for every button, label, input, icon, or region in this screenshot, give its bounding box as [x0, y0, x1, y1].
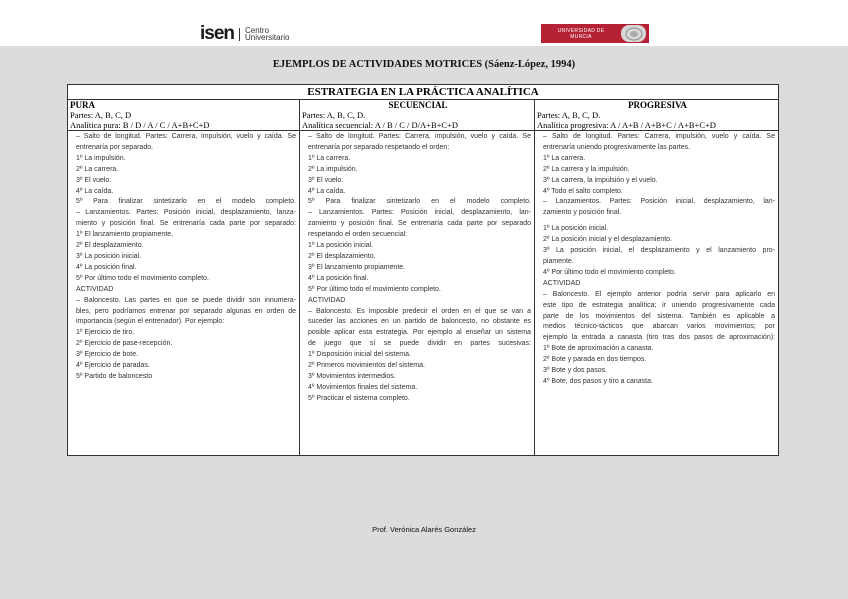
- body-line: entrenaría por separado respetando el orden:: [308, 143, 450, 151]
- body-line: 5º Para finalizar sintetizarlo en el modelo completo.: [308, 198, 531, 206]
- body-line: 3º Movimientos intermedios.: [308, 372, 396, 380]
- body-line: 3º La posición inicial, el desplazamiento y el lanzamiento pro-: [543, 247, 775, 255]
- body-line: 3º El vuelo.: [308, 176, 344, 184]
- body-line: 2º Primeros movimientos del sistema.: [308, 362, 425, 370]
- body-line: 4º La posición final.: [76, 263, 137, 271]
- body-line: 1º La posición inicial.: [308, 242, 374, 250]
- page-header: [0, 0, 848, 46]
- body-line: – Lanzamientos. Partes: Posición inicial, desplazamiento, lan-: [308, 209, 531, 217]
- body-line: 4º Movimientos finales del sistema.: [308, 383, 418, 391]
- footer-author: Prof. Verónica Alarés González: [372, 525, 476, 534]
- body-line: ACTIVIDAD: [308, 296, 346, 304]
- body-line: parte de los movimientos del sistema. También es aplicable a: [543, 312, 775, 320]
- column-progresiva: [535, 100, 778, 456]
- university-logo-line2: MURCIA: [570, 33, 592, 40]
- body-line: ejemplo la entrada a canasta (tiro tras dos pasos de aproximación):: [543, 334, 775, 342]
- body-line: entrenaría uniendo progresivamente las partes.: [543, 143, 691, 151]
- body-line: 1º La posición inicial.: [543, 225, 609, 233]
- body-line: de juego que sí se puede dividir en partes sucesivas:: [308, 340, 531, 348]
- body-line: 4º Todo el salto completo.: [543, 187, 623, 195]
- body-line: 1º La impulsión.: [76, 154, 126, 162]
- body-line: bles, pero podríamos entrenar por separado algunas en orden de: [76, 307, 296, 315]
- body-line: 2º La carrera.: [76, 165, 119, 173]
- body-line: 2º El desplazamiento.: [76, 242, 144, 250]
- body-line: 3º El lanzamiento propiamente.: [308, 263, 406, 271]
- isen-logo-subtitle: [245, 27, 289, 41]
- column-title: PURA: [70, 100, 95, 110]
- body-line: 2º El desplazamiento.: [308, 252, 376, 260]
- body-line: ACTIVIDAD: [76, 285, 114, 293]
- body-line: 3º La posición inicial.: [76, 252, 142, 260]
- body-line: 2º Ejercicio de pase-recepción.: [76, 340, 173, 348]
- body-line: zamiento y posición final. Se entrenaría cada parte por separado: [308, 220, 531, 228]
- column-parts: Partes: A, B, C, D: [70, 110, 132, 120]
- body-line: 2º La carrera y la impulsión.: [543, 165, 630, 173]
- column-parts: Partes: A, B, C, D.: [537, 110, 601, 120]
- body-line: medios técnico-tácticos que abarcan varios movimientos; por: [543, 323, 775, 331]
- body-line: este tipo de estrategia analítica; ir uniendo progresivamente cada: [543, 301, 775, 309]
- column-body: [535, 131, 778, 388]
- body-line: 5º Para finalizar sintetizarlo en el modelo completo.: [76, 198, 296, 206]
- body-line: 1º Ejercicio de tiro.: [76, 329, 135, 337]
- body-line: – Lanzamientos. Partes: Posición inicial, desplazamiento, lan-: [543, 198, 775, 206]
- body-line: 4º La caída.: [76, 187, 114, 195]
- body-line: 5º Practicar el sistema completo.: [308, 394, 410, 402]
- body-line: 4º Por último todo el movimiento completo.: [543, 268, 676, 276]
- isen-logo: [200, 24, 290, 44]
- body-line: – Baloncesto. Las partes en que se puede dividir son innumera-: [76, 296, 296, 304]
- body-line: 4º La posición final.: [308, 274, 369, 282]
- logo-separator: [239, 28, 240, 41]
- university-logo: [541, 24, 649, 43]
- body-line: 5º Por último todo el movimiento completo.: [76, 274, 209, 282]
- strategy-table: [67, 84, 779, 456]
- body-line: 3º El vuelo.: [76, 176, 112, 184]
- university-logo-text: [541, 28, 621, 40]
- column-parts: Partes: A, B, C, D.: [302, 110, 366, 120]
- body-line: 1º La carrera.: [308, 154, 351, 162]
- isen-logo-sub-line2: Universitario: [245, 33, 290, 42]
- body-line: 3º Ejercicio de bote.: [76, 351, 139, 359]
- column-pura: [68, 100, 300, 456]
- body-line: 1º Bote de aproximación a canasta.: [543, 345, 654, 353]
- column-analytic-formula: Analítica pura: B / D / A / C / A+B+C+D: [68, 120, 299, 131]
- column-body: [68, 131, 299, 383]
- university-logo-line1: UNIVERSIDAD DE: [557, 27, 605, 34]
- body-line: 2º Bote y parada en dos tiempos.: [543, 356, 647, 364]
- body-line: 4º Ejercicio de paradas.: [76, 362, 150, 370]
- isen-logo-sub-line1: Centro: [245, 26, 270, 35]
- column-analytic-formula: Analítica progresiva: A / A+B / A+B+C / A+B+C+D: [535, 120, 778, 131]
- body-line: entrenaría por separado.: [76, 143, 154, 151]
- body-line: – Baloncesto. El ejemplo anterior podría servir para aplicarlo en: [543, 290, 775, 298]
- body-line: ACTIVIDAD: [543, 279, 581, 287]
- body-line: posible aplicar esta estrategia. Por ejemplo al enseñar un sistema: [308, 329, 531, 337]
- body-line: – Salto de longitud. Partes: Carrera, impulsión, vuelo y caída. Se: [543, 133, 775, 140]
- table-columns: [68, 100, 778, 456]
- isen-logo-brand: isen: [200, 23, 235, 44]
- body-line: 3º La carrera, la impulsión y el vuelo.: [543, 176, 658, 184]
- column-analytic-formula: Analítica secuencial: A / B / C / D/A+B+C+D: [300, 120, 534, 131]
- body-line: 5º Por último todo el movimiento completo.: [308, 285, 441, 293]
- body-line: – Salto de longitud. Partes: Carrera, impulsión, vuelo y caída. Se: [308, 133, 531, 140]
- body-line: – Baloncesto. Es imposible predecir el orden en el que se van a: [308, 307, 531, 315]
- body-line: 1º La carrera.: [543, 154, 586, 162]
- body-line: 4º Bote, dos pasos y tiro a canasta.: [543, 377, 653, 385]
- body-line: 5º Partido de baloncesto: [76, 372, 153, 380]
- body-line: miento y posición final. Se entrenaría cada parte por separado:: [76, 220, 296, 228]
- body-line: respetando el orden secuencial:: [308, 231, 408, 239]
- university-seal-icon: [621, 25, 646, 42]
- body-line: piamente.: [543, 257, 574, 265]
- body-line: suceder las acciones en un partido de baloncesto, no obstante es: [308, 318, 531, 326]
- column-secuencial: [300, 100, 535, 456]
- body-line: 3º Bote y dos pasos.: [543, 367, 608, 375]
- body-line: importancia (según el entrenador). Por ejemplo:: [76, 318, 225, 326]
- body-line: – Lanzamientos. Partes: Posición inicial, desplazamiento, lanza-: [76, 209, 296, 217]
- body-line: 4º La caída.: [308, 187, 346, 195]
- body-line: 1º El lanzamiento propiamente,: [76, 231, 174, 239]
- body-line: 2º La posición inicial y el desplazamiento.: [543, 236, 673, 244]
- body-line: zamiento y posición final.: [543, 209, 622, 217]
- body-line: – Salto de longitud. Partes: Carrera, impulsión, vuelo y caída. Se: [76, 133, 296, 140]
- body-line: 2º La impulsión.: [308, 165, 358, 173]
- column-body: [300, 131, 534, 405]
- document-title: EJEMPLOS DE ACTIVIDADES MOTRICES (Sáenz-López, 1994): [272, 59, 576, 70]
- column-title: PROGRESIVA: [628, 100, 687, 110]
- column-title: SECUENCIAL: [388, 100, 448, 110]
- body-line: 1º Disposición inicial del sistema.: [308, 351, 411, 359]
- table-heading: ESTRATEGIA EN LA PRÁCTICA ANALÍTICA: [68, 85, 778, 100]
